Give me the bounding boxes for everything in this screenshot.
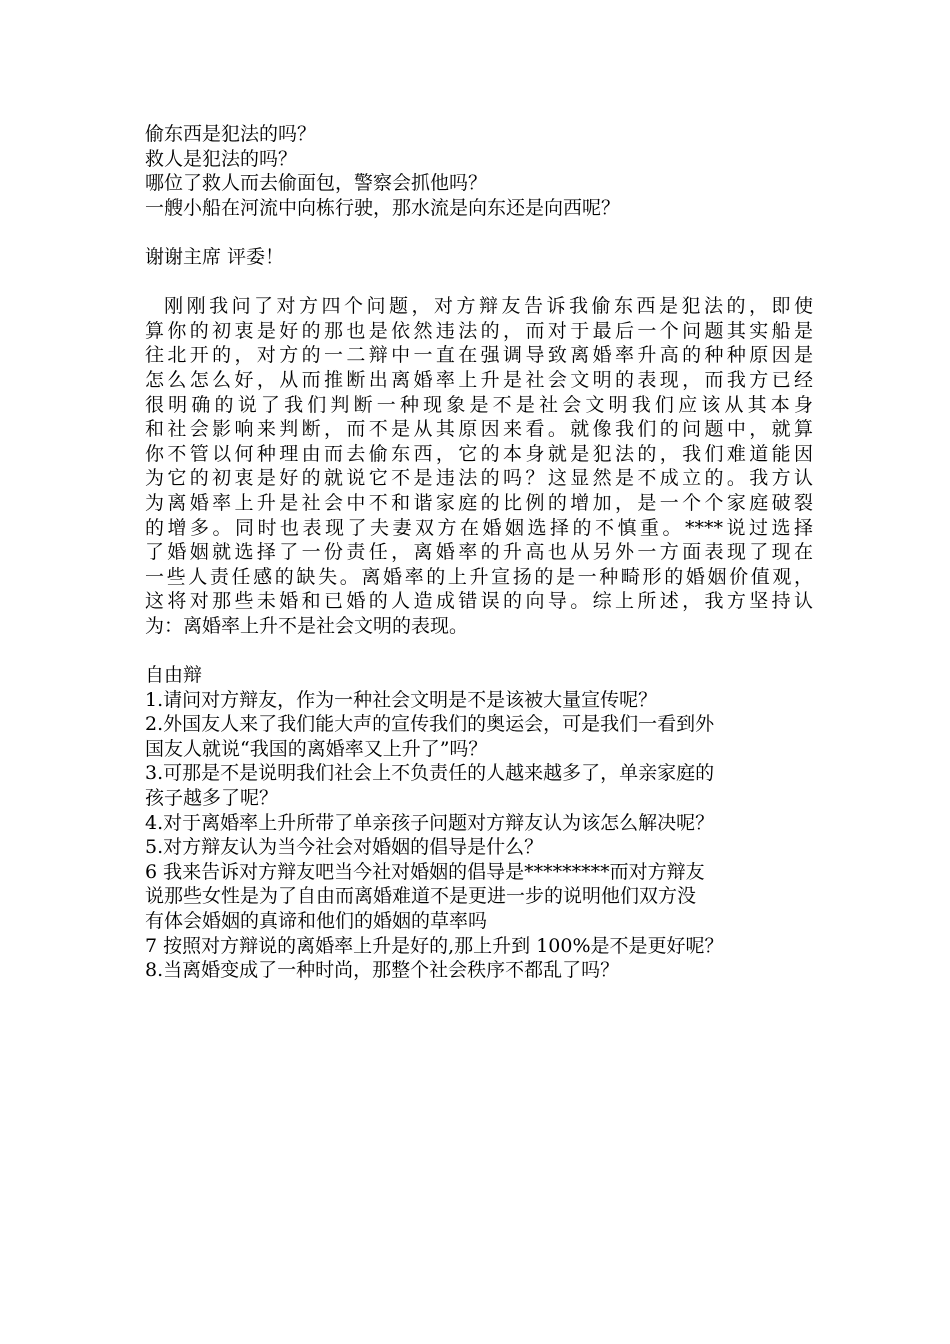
debate-line: 2.外国友人来了我们能大声的宣传我们的奥运会，可是我们一看到外: [145, 713, 715, 736]
blank-line: [145, 220, 813, 245]
greeting: 谢谢主席 评委！: [145, 245, 285, 268]
paragraph-line: 了婚姻就选择了一份责任，离婚率的升高也从另外一方面表现了现在: [145, 541, 813, 564]
paragraph-line: 怎么怎么好，从而推断出离婚率上升是社会文明的表现，而我方已经: [145, 368, 813, 391]
question-line: 一艘小船在河流中向栋行驶，那水流是向东还是向西呢？: [145, 196, 621, 219]
paragraph-line: 和社会影响来判断，而不是从其原因来看。就像我们的问题中，就算: [145, 418, 813, 441]
paragraph-line: 一些人责任感的缺失。离婚率的上升宣扬的是一种畸形的婚姻价值观，: [145, 565, 813, 588]
debate-line: 国友人就说“我国的离婚率又上升了”吗？: [145, 737, 488, 760]
document-page: [145, 122, 813, 983]
question-line: 哪位了救人而去偷面包，警察会抓他吗？: [145, 172, 488, 195]
paragraph-line: 你不管以何种理由而去偷东西，它的本身就是犯法的，我们难道能因: [145, 442, 813, 465]
debate-line: 6 我来告诉对方辩友吧当今社对婚姻的倡导是*********而对方辩友: [145, 860, 705, 883]
paragraph-line: 为离婚率上升是社会中不和谐家庭的比例的增加，是一个个家庭破裂: [145, 491, 813, 514]
debate-line: 1.请问对方辩友，作为一种社会文明是不是该被大量宣传呢？: [145, 688, 658, 711]
paragraph-line: 刚刚我问了对方四个问题，对方辩友告诉我偷东西是犯法的，即使: [145, 295, 813, 318]
paragraph-line: 很明确的说了我们判断一种现象是不是社会文明我们应该从其本身: [145, 393, 813, 416]
debate-line: 8.当离婚变成了一种时尚，那整个社会秩序不都乱了吗？: [145, 959, 620, 982]
question-line: 救人是犯法的吗？: [145, 147, 298, 170]
argument-paragraph: [145, 294, 813, 638]
paragraph-line: 这将对那些未婚和已婚的人造成错误的向导。综上所述，我方坚持认: [145, 590, 813, 613]
debate-line: 孩子越多了呢？: [145, 787, 279, 810]
question-line: 偷东西是犯法的吗？: [145, 123, 317, 145]
debate-line: 3.可那是不是说明我们社会上不负责任的人越来越多了，单亲家庭的: [145, 762, 715, 785]
debate-line: 5.对方辩友认为当今社会对婚姻的倡导是什么？: [145, 836, 544, 859]
blank-line: [145, 638, 813, 663]
opening-questions: [145, 122, 813, 220]
debate-line: 4.对于离婚率上升所带了单亲孩子问题对方辩友认为该怎么解决呢？: [145, 811, 715, 834]
debate-line: 说那些女性是为了自由而离婚难道不是更进一步的说明他们双方没: [145, 885, 697, 908]
paragraph-line: 为：离婚率上升不是社会文明的表现。: [145, 614, 469, 637]
section-heading: 自由辩: [145, 664, 203, 687]
paragraph-line: 的增多。同时也表现了夫妻双方在婚姻选择的不慎重。****说过选择: [145, 516, 813, 539]
paragraph-line: 为它的初衷是好的就说它不是违法的吗？这显然是不成立的。我方认: [145, 467, 813, 490]
paragraph-line: 算你的初衷是好的那也是依然违法的，而对于最后一个问题其实船是: [145, 319, 813, 342]
debate-line: 7 按照对方辩说的离婚率上升是好的,那上升到 100%是不是更好呢？: [145, 934, 724, 957]
blank-line: [145, 270, 813, 295]
debate-line: 有体会婚姻的真谛和他们的婚姻的草率吗: [145, 910, 488, 932]
paragraph-line: 往北开的，对方的一二辩中一直在强调导致离婚率升高的种种原因是: [145, 344, 813, 367]
free-debate-section: [145, 663, 813, 983]
